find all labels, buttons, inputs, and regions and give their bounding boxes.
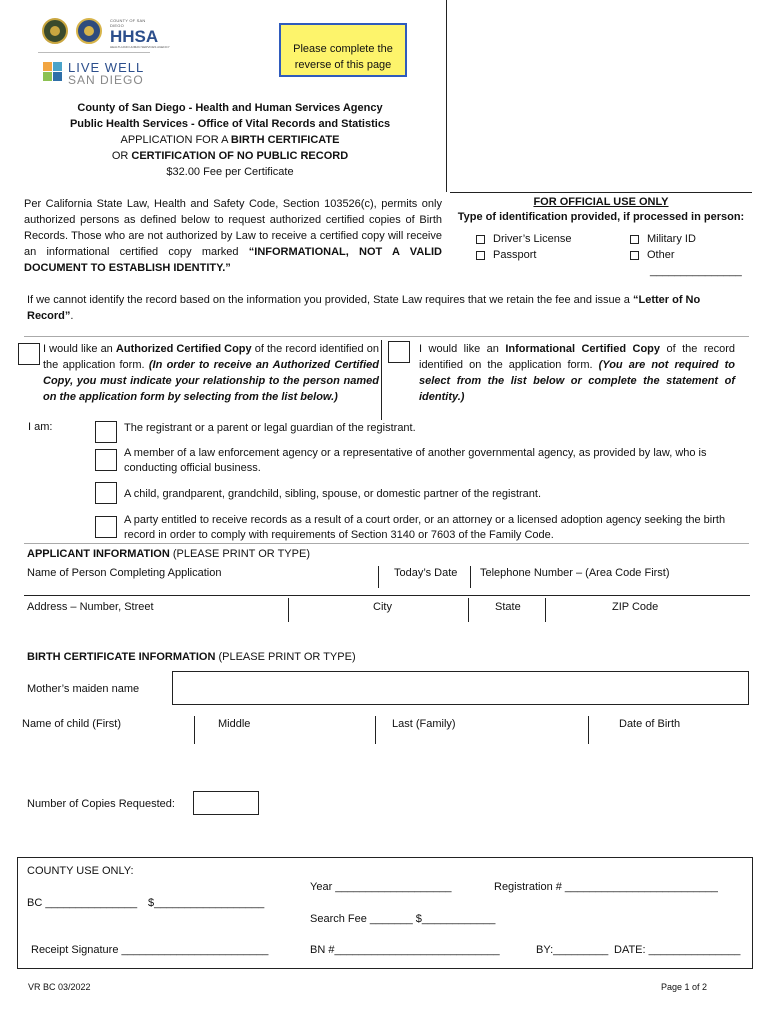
live-well-icon — [42, 60, 64, 84]
i-am-label: I am: — [28, 421, 53, 433]
other-blank[interactable]: _______________ — [650, 265, 742, 277]
county-date[interactable]: DATE: _______________ — [614, 944, 741, 956]
county-receipt-signature[interactable]: Receipt Signature ________________________ — [31, 944, 269, 956]
state-label: State — [495, 601, 521, 613]
page-number: Page 1 of 2 — [661, 982, 708, 992]
official-use-title: FOR OFFICIAL USE ONLY — [533, 196, 669, 208]
county-year[interactable]: Year ___________________ — [310, 881, 452, 893]
san-diego-text: SAN DIEGO — [68, 73, 144, 87]
county-search-fee[interactable]: Search Fee _______ $____________ — [310, 913, 496, 925]
official-use-box — [450, 192, 752, 278]
relation-text-3: A child, grandparent, grandchild, sibling, spouse, or domestic partner of the registrant. — [124, 488, 542, 500]
official-box-left-border — [446, 0, 447, 192]
title-fee: $32.00 Fee per Certificate — [166, 166, 294, 178]
live-well-logo — [42, 60, 152, 86]
hhsa-subtitle: HEALTH AND HUMAN SERVICES AGENCY — [110, 45, 170, 49]
intro-paragraph: Per California State Law, Health and Safety Code, Section 103526(c), permits only authorized persons as defined below to request authorized certified copies of Birth Records. Those who are not authorized by Law to receive a certified copy will receive an informational certified copy marked “INFORMATIONAL, NOT A VALID DOCUMENT TO ESTABLISH IDENTITY.” — [24, 198, 442, 274]
relation-text-1: The registrant or a parent or legal guardian of the registrant. — [124, 422, 416, 434]
section-divider — [24, 336, 749, 337]
county-use-title: COUNTY USE ONLY: — [27, 865, 134, 877]
child-last-label: Last (Family) — [392, 718, 456, 730]
todays-date-label: Today’s Date — [394, 567, 458, 579]
id-option-passport[interactable]: Passport — [476, 247, 571, 263]
notice-line-1: Please complete the — [293, 43, 393, 55]
applicant-heading: APPLICANT INFORMATION (PLEASE PRINT OR TYPE) — [27, 548, 310, 560]
checkbox-icon — [476, 251, 485, 260]
reverse-page-notice — [279, 23, 407, 77]
id-option-military-id[interactable]: Military ID — [630, 231, 742, 247]
authorized-box-right — [381, 340, 382, 420]
child-first-label: Name of child (First) — [22, 718, 122, 730]
title-agency: County of San Diego - Health and Human Services Agency — [77, 102, 383, 114]
checkbox-icon — [630, 235, 639, 244]
official-use-subtitle: Type of identification provided, if processed in person: — [457, 211, 745, 223]
birth-heading: BIRTH CERTIFICATE INFORMATION (PLEASE PRINT OR TYPE) — [27, 651, 356, 663]
phone-label: Telephone Number – (Area Code First) — [480, 567, 670, 579]
county-seal — [42, 18, 68, 44]
hhsa-title: HHSA — [110, 27, 159, 46]
title-application: APPLICATION FOR A BIRTH CERTIFICATE — [120, 134, 340, 146]
child-middle-label: Middle — [218, 718, 251, 730]
relation-checkbox-1[interactable] — [95, 421, 117, 443]
county-by[interactable]: BY:_________ — [536, 944, 609, 956]
relation-checkbox-2[interactable] — [95, 449, 117, 471]
city-label: City — [373, 601, 392, 613]
id-option-drivers-license[interactable]: Driver’s License — [476, 231, 571, 247]
title-certification: OR CERTIFICATION OF NO PUBLIC RECORD — [111, 150, 349, 162]
authorized-copy-checkbox[interactable] — [18, 343, 40, 365]
authorized-copy-text: I would like an Authorized Certified Copy of the record identified on the application form. (In order to receive an Authorized Certified Copy, you must indicate your relationship to the person named on the application form by selecting from the list below.) — [43, 343, 379, 403]
county-bn[interactable]: BN #___________________________ — [310, 944, 500, 956]
checkbox-icon — [630, 251, 639, 260]
copies-label: Number of Copies Requested: — [27, 798, 175, 810]
relation-checkbox-3[interactable] — [95, 482, 117, 504]
relation-text-4: A party entitled to receive records as a result of a court order, or an attorney or a licensed adoption agency seeking the birth record in order to comply with requirements of Section 3140 or 7603 of the Family Code. — [124, 514, 726, 541]
form-code: VR BC 03/2022 — [28, 982, 91, 992]
title-office: Public Health Services - Office of Vital Records and Statistics — [69, 118, 391, 130]
mothers-maiden-name-input[interactable] — [172, 671, 749, 705]
id-option-other[interactable]: Other — [630, 247, 742, 263]
notice-line-2: reverse of this page — [294, 59, 392, 71]
relations-divider — [24, 543, 749, 544]
address-label: Address – Number, Street — [27, 601, 154, 613]
county-dollar[interactable]: $__________________ — [148, 897, 265, 909]
form-title — [30, 100, 430, 180]
zip-label: ZIP Code — [612, 601, 659, 613]
checkbox-icon — [476, 235, 485, 244]
applicant-name-label: Name of Person Completing Application — [27, 567, 222, 579]
informational-copy-text: I would like an Informational Certified Copy of the record identified on the application form. (You are not required to select from the list below or complete the statement of identity.) — [419, 343, 735, 403]
mothers-maiden-name-label: Mother’s maiden name — [27, 683, 140, 695]
date-of-birth-label: Date of Birth — [619, 718, 681, 730]
california-seal — [76, 18, 102, 44]
hhsa-logo — [110, 18, 170, 49]
relation-checkbox-4[interactable] — [95, 516, 117, 538]
informational-copy-checkbox[interactable] — [388, 341, 410, 363]
no-record-notice: If we cannot identify the record based on the information you provided, State Law requires that we retain the fee and issue a “Letter of No Record”. — [27, 294, 701, 322]
logo-divider — [38, 52, 150, 53]
applicant-name-input[interactable] — [24, 583, 750, 595]
child-name-input[interactable] — [22, 730, 750, 744]
address-input[interactable] — [24, 614, 750, 624]
hhsa-small-text: COUNTY OF SAN DIEGO — [110, 18, 146, 28]
county-bc[interactable]: BC _______________ — [27, 897, 138, 909]
relation-text-2: A member of a law enforcement agency or a representative of another governmental agency, as provided by law, who is conducting official business. — [124, 447, 707, 474]
county-registration[interactable]: Registration # _________________________ — [494, 881, 718, 893]
field-underline — [24, 595, 750, 596]
copies-input[interactable] — [193, 791, 259, 815]
live-well-text: LIVE WELL — [68, 60, 145, 75]
